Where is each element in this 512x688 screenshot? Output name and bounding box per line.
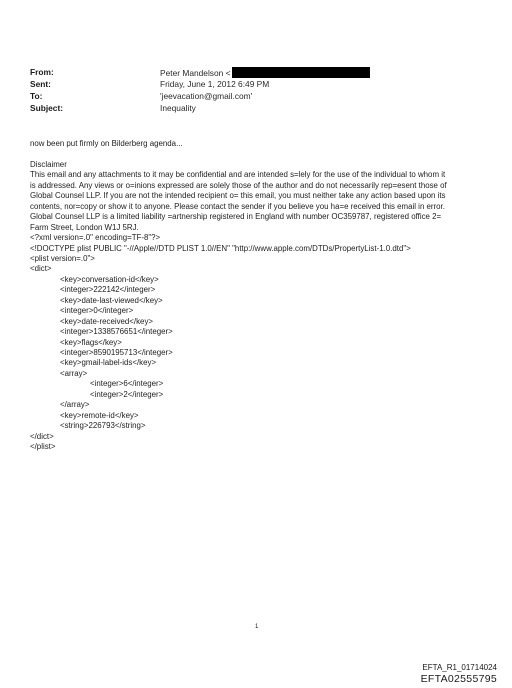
body-line: </dict>	[30, 431, 54, 441]
subject-value: Inequality	[160, 103, 196, 113]
redaction-bar	[232, 67, 370, 78]
bates-number-secondary: EFTA02555795	[420, 673, 497, 685]
body-line: Farm Street, London W1J 5RJ.	[30, 222, 139, 232]
body-line: <integer>6</integer>	[90, 379, 164, 389]
body-line: Global Counsel LLP is a limited liability =artnership registered in England with number OC359787, registered office 2=	[30, 212, 442, 222]
from-name: Peter Mandelson <	[160, 68, 231, 78]
to-label: To:	[30, 91, 43, 101]
body-line: <key>conversation-id</key>	[60, 274, 159, 284]
body-line: </plist>	[30, 442, 56, 452]
bates-number-primary: EFTA_R1_01714024	[422, 663, 497, 672]
subject-label: Subject:	[30, 103, 64, 113]
body-line: <integer>2</integer>	[90, 389, 164, 399]
body-line: Disclaimer	[30, 159, 67, 169]
body-line: <integer>0</integer>	[60, 306, 134, 316]
body-line: <!DOCTYPE plist PUBLIC "-//Apple//DTD PLIST 1.0//EN" "http://www.apple.com/DTDs/PropertyList-1.0.dtd">	[30, 243, 411, 253]
body-line: <key>remote-id</key>	[60, 410, 139, 420]
body-line: <key>date-received</key>	[60, 316, 153, 326]
sent-label: Sent:	[30, 79, 51, 89]
body-line: <array>	[60, 368, 88, 378]
body-line: <integer>8590195713</integer>	[60, 348, 173, 357]
body-line: <key>flags</key>	[60, 337, 122, 347]
body-line: <integer>1338576651</integer>	[60, 327, 173, 337]
body-line: </array>	[60, 400, 90, 410]
from-value	[160, 67, 370, 78]
page-number: 1	[255, 624, 259, 630]
body-line: <plist version=.0">	[30, 253, 95, 263]
body-line: <string>226793</string>	[60, 421, 146, 431]
body-line: <dict>	[30, 264, 52, 274]
body-line: now been put firmly on Bilderberg agenda...	[30, 139, 183, 148]
body-line: Global Counsel LLP. If you are not the intended recipient o= this email, you must neither take any action based upon its	[30, 191, 446, 201]
body-line: is addressed. Any views or o=inions expressed are solely those of the author and do not necessarily rep=esent those of	[30, 180, 447, 190]
from-label: From:	[30, 67, 54, 77]
body-line: <key>gmail-label-ids</key>	[60, 358, 157, 368]
to-value: 'jeevacation@gmail.com'	[160, 91, 253, 101]
body-line: <integer>222142</integer>	[60, 285, 156, 295]
body-line: <key>date-last-viewed</key>	[60, 295, 163, 305]
body-line: contents, nor=copy or show it to anyone. Please contact the sender if you believe you ha=e received this email in error.	[30, 201, 445, 211]
sent-value: Friday, June 1, 2012 6:49 PM	[160, 79, 270, 89]
body-line: <?xml version=.0" encoding=TF-8"?>	[30, 233, 161, 243]
body-line: This email and any attachments to it may be confidential and are intended s=lely for the use of the individual to whom it	[30, 170, 446, 180]
